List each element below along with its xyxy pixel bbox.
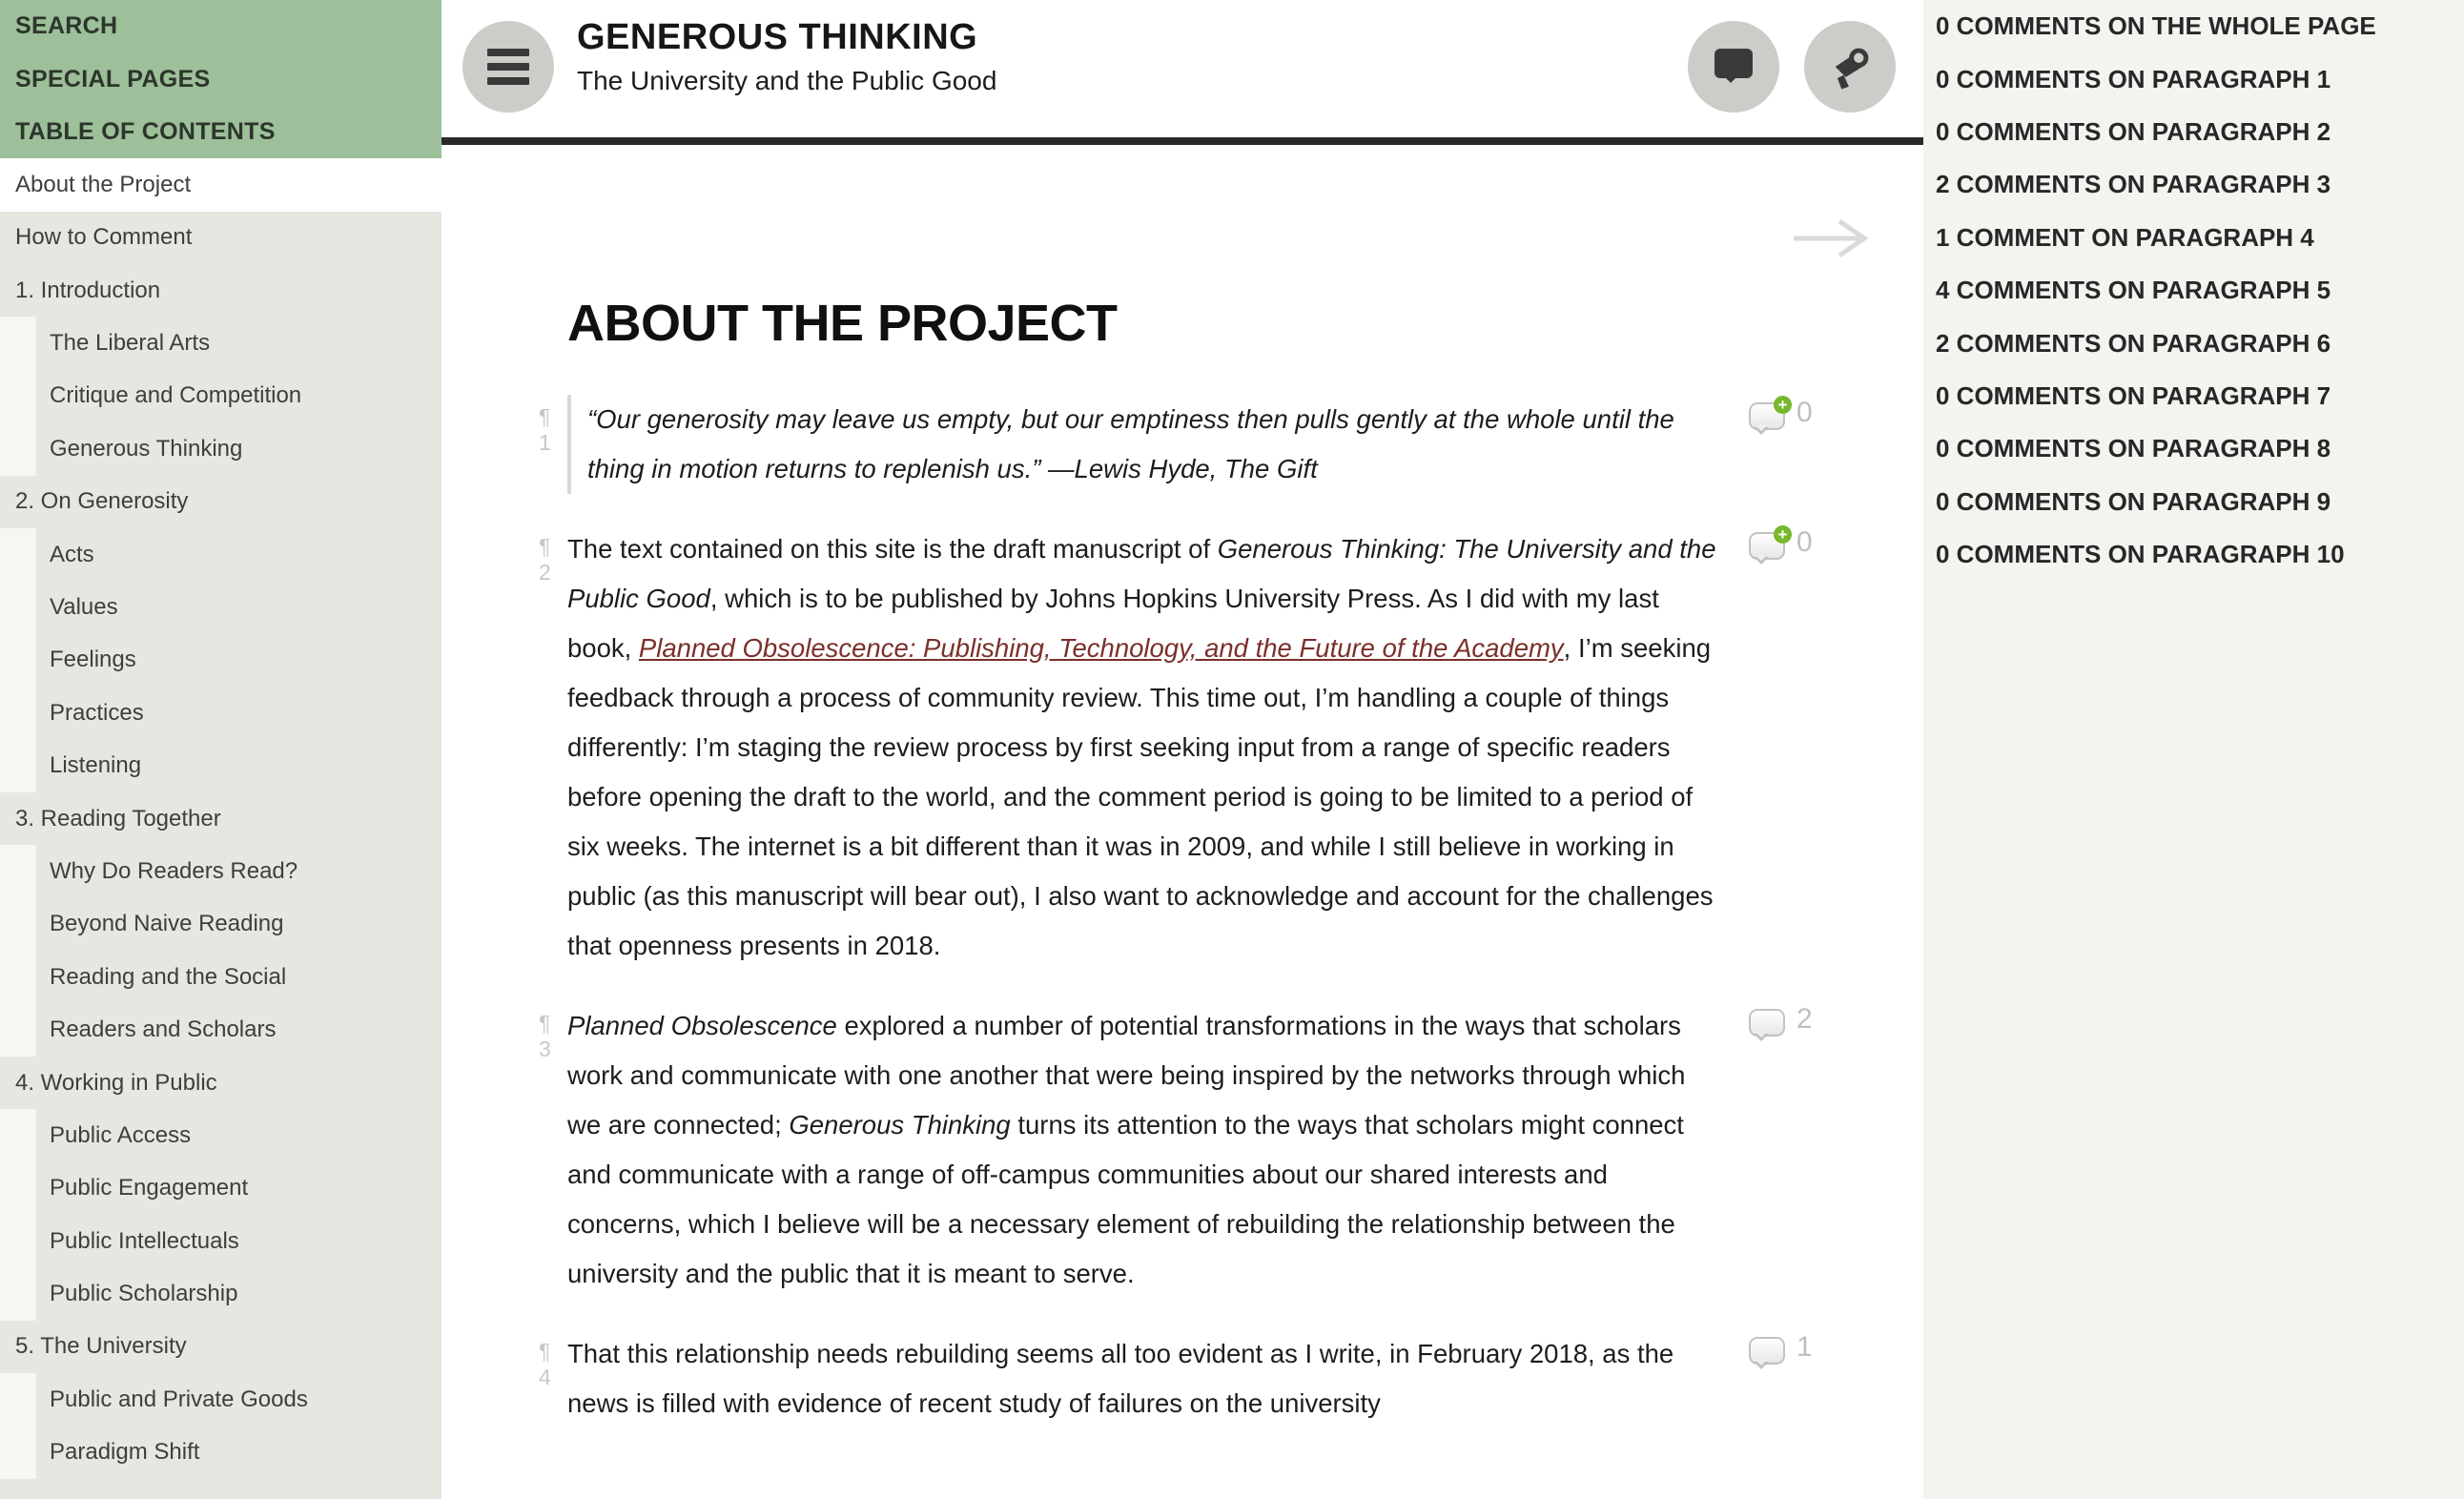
toc-item[interactable]: Beyond Naive Reading bbox=[0, 898, 441, 951]
paragraph-list bbox=[539, 395, 1923, 1428]
toc-item[interactable]: 5. The University bbox=[15, 1333, 187, 1360]
toc-item[interactable]: Reading and the Social bbox=[0, 951, 441, 1003]
sidebar-header-item[interactable]: SEARCH bbox=[15, 12, 118, 40]
paragraph-anchor[interactable]: ¶ 1 bbox=[539, 404, 551, 455]
main-column bbox=[441, 0, 1923, 1499]
toc-item[interactable]: Why Do Readers Read? bbox=[0, 845, 441, 897]
comment-summary-item[interactable]: 2 COMMENTS ON PARAGRAPH 6 bbox=[1936, 328, 2331, 358]
toc-item[interactable]: Practices bbox=[0, 687, 441, 739]
toc-item[interactable]: 3. Reading Together bbox=[15, 805, 221, 832]
toc-item[interactable]: Listening bbox=[0, 739, 441, 791]
toc-item[interactable]: About the Project bbox=[0, 158, 441, 211]
comment-bubble-icon bbox=[1749, 1009, 1785, 1037]
site-title-block bbox=[577, 17, 996, 96]
right-arrow-icon bbox=[1790, 219, 1885, 257]
comment-summary-item[interactable]: 4 COMMENTS ON PARAGRAPH 5 bbox=[1936, 276, 2331, 305]
paragraph-text bbox=[567, 1329, 1726, 1428]
comment-count: 0 bbox=[1797, 526, 1813, 558]
comment-bubble-icon bbox=[1749, 396, 1788, 430]
toc-item[interactable]: The Liberal Arts bbox=[0, 317, 441, 369]
text-segment: Planned Obsolescence bbox=[567, 1011, 837, 1040]
comment-summary-item[interactable]: 0 COMMENTS ON PARAGRAPH 7 bbox=[1936, 380, 2331, 410]
toc-item[interactable]: Public Access bbox=[0, 1109, 441, 1161]
toc-item[interactable]: Values bbox=[0, 581, 441, 633]
sidebar-accordion-header bbox=[0, 0, 441, 158]
comment-count: 2 bbox=[1797, 1003, 1813, 1035]
comment-summary-item[interactable]: 0 COMMENTS ON THE WHOLE PAGE bbox=[1936, 11, 2376, 41]
comment-bubble-icon bbox=[1749, 525, 1788, 560]
toc-item[interactable]: Public Engagement bbox=[0, 1162, 441, 1215]
comment-summary-item[interactable]: 2 COMMENTS ON PARAGRAPH 3 bbox=[1936, 170, 2331, 199]
comment-summary-item[interactable]: 0 COMMENTS ON PARAGRAPH 9 bbox=[1936, 486, 2331, 516]
paragraph-text bbox=[567, 1001, 1726, 1299]
comment-summary-item[interactable]: 0 COMMENTS ON PARAGRAPH 10 bbox=[1936, 540, 2345, 569]
toc-sidebar bbox=[0, 0, 441, 1499]
text-segment: , I’m seeking feedback through a process of community review. This time out, I’m handling a couple of things differently: I’m staging the review process by first seeking input from a range of specific readers before opening the draft to the world, and the comment period is going to be limited to a period of six weeks. The internet is a bit different than it was in 2009, and while I still believe in working in public (as this manuscript will bear out), I also want to acknowledge and account for the challenges that openness presents in 2018. bbox=[567, 633, 1714, 960]
paragraph bbox=[539, 1329, 1923, 1428]
add-comment-plus-icon: + bbox=[1774, 396, 1792, 414]
comment-count-indicator[interactable] bbox=[1749, 395, 1923, 446]
toc-item[interactable]: Public and Private Goods bbox=[0, 1373, 441, 1426]
toc-item[interactable]: Critique and Competition bbox=[0, 370, 441, 422]
speech-bubble-icon bbox=[1715, 49, 1753, 78]
site-subtitle: The University and the Public Good bbox=[577, 66, 997, 95]
comment-summary-item[interactable]: 0 COMMENTS ON PARAGRAPH 2 bbox=[1936, 116, 2331, 146]
comment-bubble-icon bbox=[1749, 1337, 1785, 1365]
paragraph bbox=[539, 524, 1923, 971]
comment-summary-list bbox=[1923, 0, 2464, 581]
paragraph-anchor[interactable]: ¶ 4 bbox=[539, 1339, 551, 1389]
toc-item[interactable]: 4. Working in Public bbox=[15, 1069, 217, 1096]
text-segment: “Our generosity may leave us empty, but our emptiness then pulls gently at the whole until the thing in motion returns to replenish us.” —Lewis Hyde, The Gift bbox=[587, 404, 1674, 483]
toc-item[interactable]: Paradigm Shift bbox=[0, 1427, 441, 1479]
comment-count-indicator[interactable] bbox=[1749, 1329, 1923, 1381]
hamburger-menu-icon bbox=[487, 49, 529, 85]
toc-item[interactable]: 1. Introduction bbox=[15, 277, 161, 303]
comments-summary-sidebar bbox=[1923, 0, 2464, 1499]
table-of-contents bbox=[0, 158, 441, 1479]
paragraph bbox=[539, 1001, 1923, 1299]
masthead bbox=[441, 0, 1923, 137]
sidebar-header-item[interactable]: SPECIAL PAGES bbox=[15, 65, 211, 92]
comment-count-indicator[interactable] bbox=[1749, 524, 1923, 576]
comment-count: 1 bbox=[1797, 1331, 1813, 1363]
toc-item[interactable]: 2. On Generosity bbox=[15, 488, 189, 515]
toc-item[interactable]: How to Comment bbox=[15, 224, 193, 251]
toc-item[interactable]: Readers and Scholars bbox=[0, 1003, 441, 1056]
comment-summary-item[interactable]: 0 COMMENTS ON PARAGRAPH 8 bbox=[1936, 434, 2331, 463]
inline-link[interactable]: Planned Obsolescence: Publishing, Technology, and the Future of the Academy bbox=[638, 633, 1564, 663]
page-title: ABOUT THE PROJECT bbox=[567, 295, 1118, 352]
text-segment: explored a number of potential transformations in the ways that scholars work and communicate with one another that were being inspired by the networks through which we are connected; bbox=[567, 1011, 1686, 1140]
paragraph-anchor[interactable]: ¶ 3 bbox=[539, 1011, 551, 1061]
comment-count: 0 bbox=[1797, 397, 1813, 428]
paragraph bbox=[539, 395, 1923, 494]
site-title: GENEROUS THINKING bbox=[577, 17, 978, 57]
menu-button[interactable] bbox=[462, 21, 554, 113]
megaphone-icon bbox=[1827, 44, 1873, 90]
text-segment: Generous Thinking bbox=[789, 1110, 1011, 1140]
text-segment: The text contained on this site is the draft manuscript of bbox=[567, 534, 1218, 564]
toc-item[interactable]: Generous Thinking bbox=[0, 422, 441, 475]
sidebar-header-item[interactable]: TABLE OF CONTENTS bbox=[15, 117, 276, 145]
comment-summary-item[interactable]: 1 COMMENT ON PARAGRAPH 4 bbox=[1936, 222, 2314, 252]
paragraph-text bbox=[567, 524, 1726, 971]
comments-button[interactable] bbox=[1688, 21, 1779, 113]
toc-item[interactable]: Public Scholarship bbox=[0, 1267, 441, 1320]
text-segment: turns its attention to the ways that scholars might connect and communicate with a range of off-campus communities about our shared interests and concerns, which I believe will be a necessary element of rebuilding the relationship between the university and the public that it is meant to serve. bbox=[567, 1110, 1684, 1288]
page-content bbox=[441, 145, 1923, 1499]
comment-count-indicator[interactable] bbox=[1749, 1001, 1923, 1053]
comment-summary-item[interactable]: 0 COMMENTS ON PARAGRAPH 1 bbox=[1936, 64, 2331, 93]
add-comment-plus-icon: + bbox=[1774, 525, 1792, 544]
next-page-arrow[interactable] bbox=[1790, 219, 1885, 262]
text-segment: Generous Thinking: The University and the Public Good bbox=[567, 534, 1716, 613]
text-segment: That this relationship needs rebuilding seems all too evident as I write, in February 2018, as the news is filled with evidence of recent study of failures on the university bbox=[567, 1339, 1674, 1418]
feedback-button[interactable] bbox=[1804, 21, 1896, 113]
paragraph-text bbox=[567, 395, 1726, 494]
text-segment: , which is to be published by Johns Hopkins University Press. As I did with my last book, bbox=[567, 584, 1659, 663]
header-divider bbox=[441, 137, 1923, 145]
toc-item[interactable]: Public Intellectuals bbox=[0, 1215, 441, 1267]
toc-item[interactable]: Feelings bbox=[0, 634, 441, 687]
paragraph-anchor[interactable]: ¶ 2 bbox=[539, 534, 551, 585]
toc-item[interactable]: Acts bbox=[0, 528, 441, 581]
